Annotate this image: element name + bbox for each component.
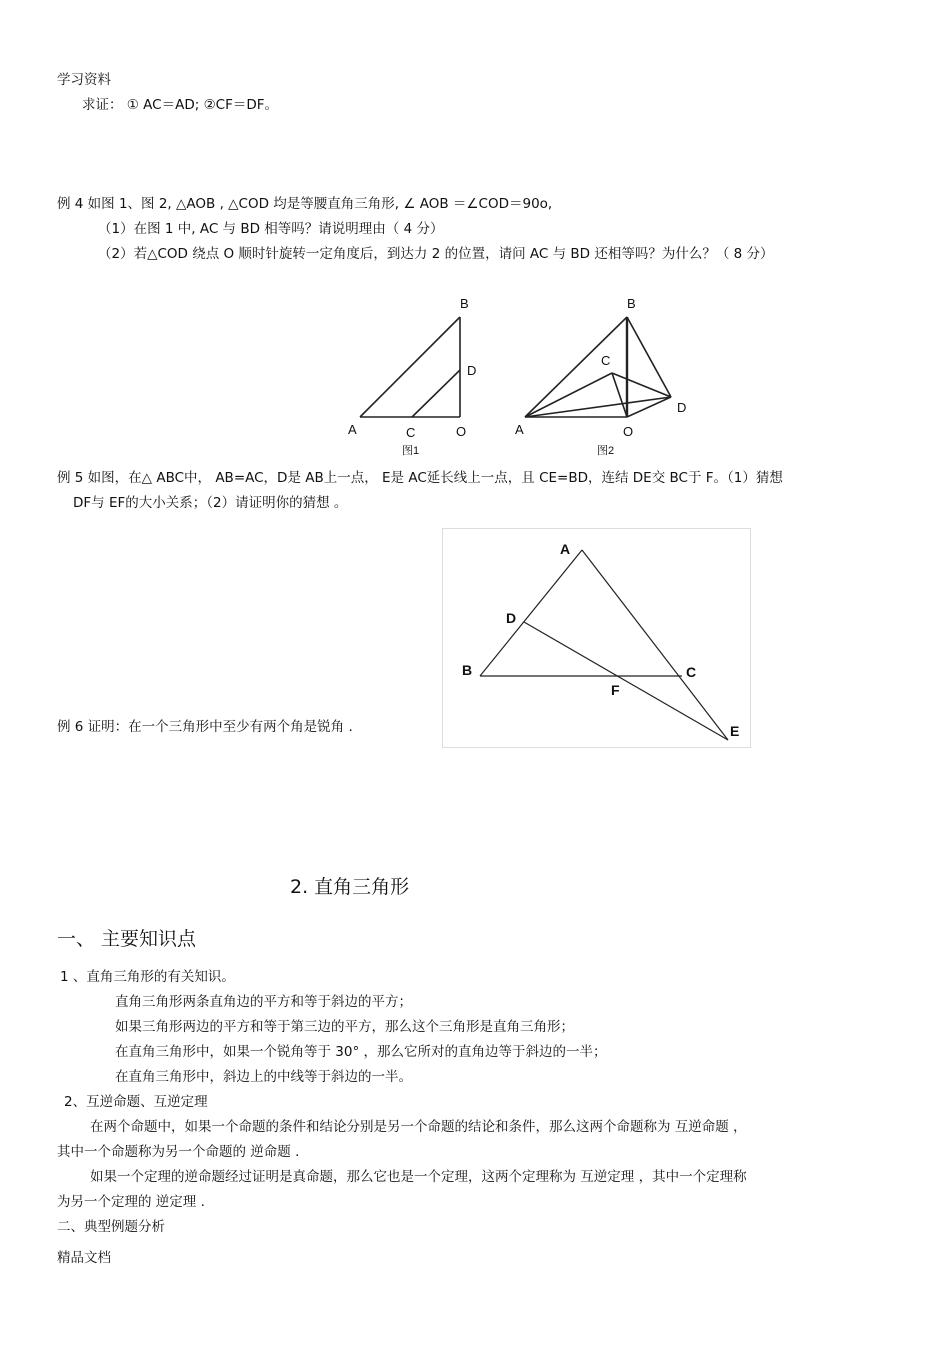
fig3-label-B: B [462,662,473,678]
page-header: 学习资料 [57,72,111,88]
fig2-line-AB [525,317,627,417]
section-2-title: 2. 直角三角形 [290,876,410,898]
fig2-label-A: A [515,422,524,437]
kp2-paragraph-2b: 为另一个定理的 逆定理 . [57,1194,205,1210]
fig1-label-O: O [456,424,467,439]
fig1-label-B: B [460,296,469,311]
kp2-title: 2、互逆命题、互逆定理 [64,1094,208,1110]
fig1-line-CD [412,370,460,417]
example-6-statement: 例 6 证明：在一个三角形中至少有两个角是锐角 . [57,719,353,735]
figure-1-diagram [340,290,490,460]
figure-3-diagram [442,528,752,748]
fig2-label-B: B [627,296,636,311]
example-4-question-2: （2）若△COD 绕点 O 顺时针旋转一定角度后，到达力 2 的位置，请问 AC 与 BD 还相等吗？为什么？（ 8 分） [98,246,774,262]
fig2-label-C: C [601,353,611,368]
fig1-line-AB [360,317,460,417]
kp1-item-2: 如果三角形两边的平方和等于第三边的平方，那么这个三角形是直角三角形； [115,1019,574,1035]
fig3-frame [443,529,751,748]
fig3-line-AE [582,550,728,740]
example-4-question-1: （1）在图 1 中, AC 与 BD 相等吗？请说明理由（ 4 分） [98,221,444,237]
kp1-item-4: 在直角三角形中，斜边上的中线等于斜边的一半。 [115,1069,412,1085]
kp2-paragraph-1b: 其中一个命题称为另一个命题的 逆命题 . [57,1144,300,1160]
fig3-label-C: C [686,664,697,680]
fig1-label-C: C [406,425,416,440]
proof-goal: 求证： ① AC＝AD; ②CF＝DF。 [82,97,279,113]
kp1-title: 1 、直角三角形的有关知识。 [60,969,235,985]
kp2-paragraph-1a: 在两个命题中，如果一个命题的条件和结论分别是另一个命题的结论和条件，那么这两个命题称为 互逆命题 ， [90,1119,747,1135]
fig2-line-CO [612,373,627,417]
figure-2-diagram [505,290,705,460]
example-5-question: DF与 EF的大小关系；（2）请证明你的猜想 。 [73,495,348,511]
example-5-statement: 例 5 如图，在△ ABC中， AB=AC，D是 AB上一点， E是 AC延长线上一点，且 CE=BD，连结 DE交 BC于 F。（1）猜想 [57,470,783,486]
kp2-paragraph-2a: 如果一个定理的逆命题经过证明是真命题，那么它也是一个定理，这两个定理称为 互逆定理 ，其中一个定理称 [90,1169,747,1185]
fig2-line-CD [612,373,671,397]
fig1-caption: 图1 [402,445,420,457]
kp1-item-3: 在直角三角形中，如果一个锐角等于 30° ，那么它所对的直角边等于斜边的一半； [115,1044,607,1060]
fig3-label-D: D [506,610,517,626]
fig2-label-O: O [623,424,634,439]
fig3-label-A: A [560,541,571,557]
fig2-line-BD [627,317,671,397]
page-footer: 精品文档 [57,1250,111,1266]
part-1-title: 一、 主要知识点 [57,928,197,950]
fig1-label-D: D [467,363,477,378]
fig2-caption: 图2 [597,445,615,457]
fig3-label-F: F [611,682,620,698]
fig3-label-E: E [730,723,740,739]
example-4-statement: 例 4 如图 1、图 2, △AOB , △COD 均是等腰直角三角形, ∠ AOB ＝∠COD＝90o, [57,196,553,212]
part-2-title: 二、典型例题分析 [57,1219,165,1235]
fig3-line-DE [524,622,728,740]
kp1-item-1: 直角三角形两条直角边的平方和等于斜边的平方； [115,994,412,1010]
fig3-line-AB [480,550,582,676]
fig1-label-A: A [348,422,357,437]
fig2-label-D: D [677,400,687,415]
